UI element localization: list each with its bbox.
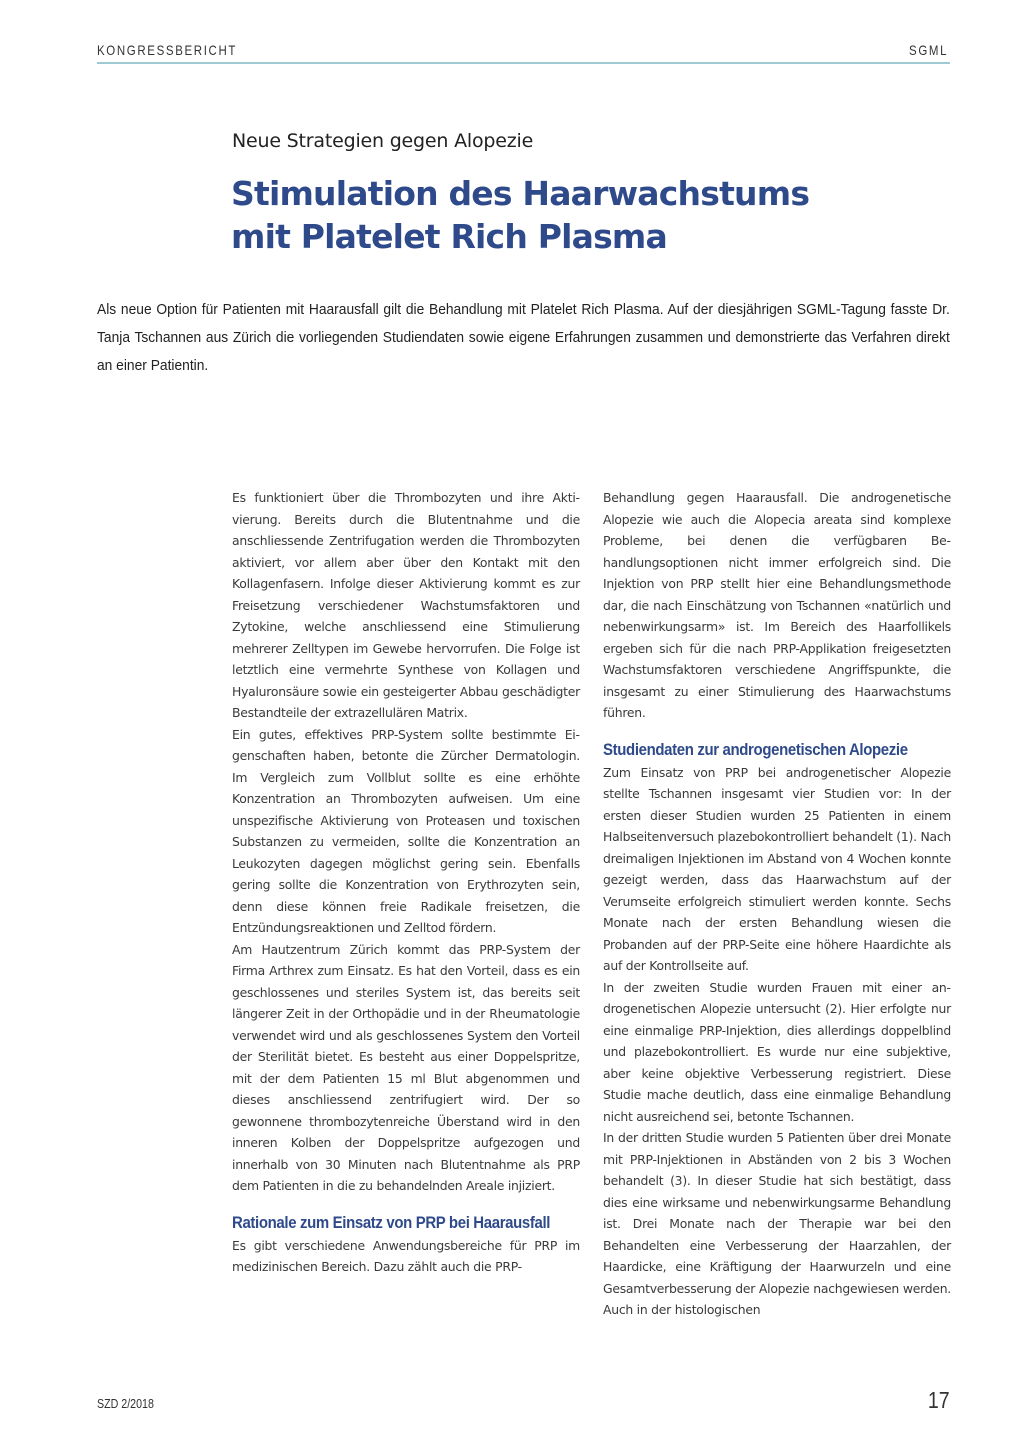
paragraph: In der dritten Studie wurden 5 Patienten über drei Monate mit PRP-Injektionen in Abständen von 2 bis 3 Wochen behandelt (3). In dieser Studie hat sich bestätigt, dass dies eine wirksame und nebenwirkungsarme Behandlung ist. Drei Monate nach der Therapie war bei den Behandelten eine Verbesserung der Haarzahlen, der Haardicke, eine Kräftigung der Haarwurzeln und eine Gesamtverbesserung der Alopezie nachgewiesen werden. Auch in der histologischen: [603, 1130, 951, 1317]
header-rule: [97, 62, 950, 64]
body-column-1: [232, 487, 580, 1278]
title-line-1: Stimulation des Haarwachstums: [231, 174, 810, 213]
paragraph: Am Hautzentrum Zürich kommt das PRP-System der Firma Arthrex zum Einsatz. Es hat den Vorteil, dass es ein geschlossenes und steriles System ist, das bereits seit längerer Zeit in der Orthopädie und in der Rheumatologie verwendet wird und als geschlossenes System den Vorteil der Sterilität bietet. Es besteht aus einer Doppelspritze, mit der dem Patienten 15 ml Blut abgenommen und dieses anschliessend zentrifugiert wird. Der so gewonnene thrombozytenreiche Überstand wird in den inneren Kolben der Doppelspritze aufgezogen und innerhalb von 30 Minuten nach Blutentnahme als PRP dem Patienten in die zu behandelnden Areale injiziert.: [232, 941, 580, 1193]
title-line-2: mit Platelet Rich Plasma: [231, 217, 667, 256]
paragraph: Ein gutes, effektives PRP-System sollte bestimmte Eigenschaften haben, betonte die Zürcher Dermatologin. Im Vergleich zum Vollblut sollte es eine erhöhte Konzentration an Thrombozyten aufweisen. Um eine unspezifische Aktivierung von Proteasen und toxischen Substanzen zu vermeiden, sollte die Konzentration an Leukozyten dagegen möglichst gering sein. Ebenfalls gering sollte die Konzentration von Erythrozyten sein, denn diese können freie Radikale freisetzen, die Entzündungsreaktionen und Zelltod fördern.: [232, 726, 580, 935]
paragraph: Behandlung gegen Haarausfall. Die androgenetische Alopezie wie auch die Alopecia areata sind komplexe Probleme, bei denen die verfügbaren Behandlungsoptionen nicht immer erfolgreich sind. Die Injektion von PRP stellt hier eine Behandlungsmethode dar, die nach Einschätzung von Tschannen «natürlich und nebenwirkungsarm» ist. Im Bereich des Haarfollikels ergeben sich für die nach PRP-Applikation freigesetzten Wachstumsfaktoren verschiedene Angriffspunkte, die insgesamt zu einer Stimulierung des Haarwachstums führen.: [603, 490, 951, 720]
page-number: 17: [928, 1387, 950, 1413]
paragraph: In der zweiten Studie wurden Frauen mit einer androgenetischen Alopezie untersucht (2). Hier erfolgte nur eine einmalige PRP-Injektion, dies allerdings doppelblind und plazebokontrolliert. Es wurde nur eine subjektive, aber keine objektive Verbesserung registriert. Diese Studie mache deutlich, dass eine einmalige Behandlung nicht ausreichend sei, betonte Tschannen.: [603, 979, 951, 1124]
article-lead: Als neue Option für Patienten mit Haarausfall gilt die Behandlung mit Platelet Rich Plasma. Auf der diesjährigen SGML-Tagung fasste Dr. Tanja Tschannen aus Zürich die vorliegenden Studiendaten sowie eigene Erfahrungen zusammen und demonstrierte das Verfahren direkt an einer Patientin.: [97, 301, 950, 374]
organization-label: SGML: [909, 42, 949, 58]
issue-label: SZD 2/2018: [97, 1396, 154, 1411]
article-kicker: Neue Strategien gegen Alopezie: [232, 130, 534, 152]
section-heading: Studiendaten zur androgenetischen Alopezie: [603, 739, 908, 759]
article-title: [231, 172, 931, 258]
body-column-2: [603, 487, 951, 1321]
running-header: [97, 38, 949, 62]
section-label: KONGRESSBERICHT: [97, 42, 238, 58]
paragraph: Es gibt verschiedene Anwendungsbereiche für PRP im medizinischen Bereich. Dazu zählt auch die PRP-: [232, 1237, 580, 1274]
section-heading: Rationale zum Einsatz von PRP bei Haarausfall: [232, 1212, 551, 1232]
paragraph: Es funktioniert über die Thrombozyten und ihre Aktivierung. Bereits durch die Blutentnahme und die anschliessende Zentrifugation werden die Thrombozyten aktiviert, vor allem aber über den Kontakt mit den Kollagenfasern. Infolge dieser Aktivierung kommt es zur Freisetzung verschiedener Wachstumsfaktoren und Zytokine, welche anschliessend eine Stimulierung mehrerer Zelltypen im Gewebe hervorrufen. Die Folge ist letztlich eine vermehrte Synthese von Kollagen und Hyaluronsäure sowie ein gesteigerter Abbau geschädigter Bestandteile der extrazellulären Matrix.: [232, 490, 580, 720]
paragraph: Zum Einsatz von PRP bei androgenetischer Alopezie stellte Tschannen insgesamt vier Studien vor: In der ersten dieser Studien wurden 25 Patienten in einem Halbseitenversuch plazebokontrolliert behandelt (1). Nach dreimaligen Injektionen im Abstand von 4 Wochen konnte gezeigt werden, dass das Haarwachstum auf der Verumseite erfolgreich stimuliert werden konnte. Sechs Monate nach der ersten Behandlung wiesen die Probanden auf der PRP-Seite eine höhere Haardichte als auf der Kontrollseite auf.: [603, 764, 951, 973]
